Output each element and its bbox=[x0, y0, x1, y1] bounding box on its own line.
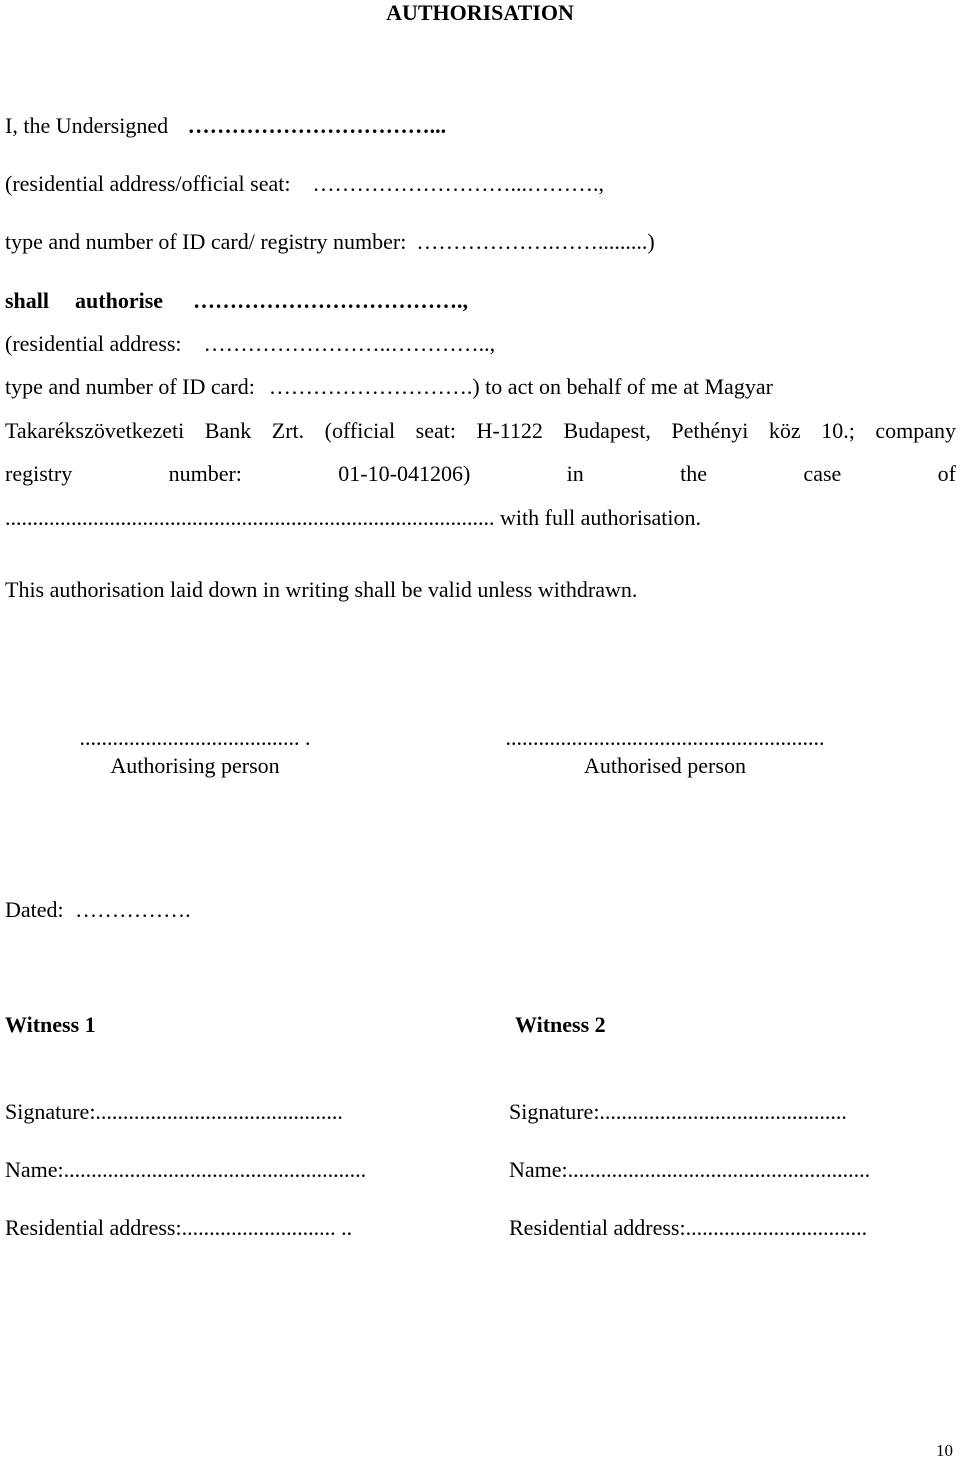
residential-seat-line bbox=[5, 173, 604, 195]
witness-2-signature: Signature:............................................. bbox=[509, 1099, 847, 1124]
residential-address-fill: ……………………..………….., bbox=[203, 331, 496, 356]
authorise-shall: shall bbox=[5, 288, 50, 313]
id-card-line bbox=[5, 376, 773, 398]
dated-fill: ……………. bbox=[75, 897, 191, 922]
full-authorisation-line: ......................................................................................... with full authorisation. bbox=[5, 505, 702, 530]
registry-case-line: registry number: 01-10-041206) in the case of bbox=[5, 461, 956, 486]
page-number: 10 bbox=[936, 1441, 953, 1460]
witness-1-address: Residential address:............................ .. bbox=[5, 1215, 353, 1240]
id-card-label: type and number of ID card: bbox=[5, 374, 255, 399]
witness-2-address: Residential address:................................. bbox=[509, 1215, 868, 1240]
dated-line bbox=[5, 899, 191, 921]
id-registry-line bbox=[5, 231, 655, 253]
validity-statement: This authorisation laid down in writing shall be valid unless withdrawn. bbox=[5, 577, 638, 602]
witness-1-name: Name:....................................................... bbox=[5, 1157, 367, 1182]
authorised-signature-line: .......................................................... bbox=[505, 725, 825, 750]
undersigned-label: I, the Undersigned bbox=[5, 113, 169, 138]
undersigned-fill: ……………………………... bbox=[187, 113, 447, 138]
id-card-fill: ………………………. bbox=[268, 374, 473, 399]
witness-2-title: Witness 2 bbox=[515, 1012, 606, 1037]
authorised-person-label: Authorised person bbox=[584, 753, 746, 778]
authorise-verb: authorise bbox=[75, 288, 164, 313]
id-registry-fill: ……………….…….........) bbox=[416, 229, 655, 254]
authorise-fill: ………………………………., bbox=[193, 288, 469, 313]
witness-1-title: Witness 1 bbox=[5, 1012, 96, 1037]
authorising-person-label: Authorising person bbox=[110, 753, 280, 778]
residential-address-line bbox=[5, 333, 495, 355]
dated-separator bbox=[64, 897, 70, 922]
undersigned-line bbox=[5, 115, 446, 137]
authorise-line bbox=[5, 290, 468, 312]
id-card-tail: ) to act on behalf of me at Magyar bbox=[472, 374, 773, 399]
residential-seat-label: (residential address/official seat: bbox=[5, 171, 291, 196]
document-title: AUTHORISATION bbox=[386, 0, 574, 25]
residential-seat-fill: ………………………...………., bbox=[312, 171, 604, 196]
id-registry-label: type and number of ID card/ registry number: bbox=[5, 229, 407, 254]
residential-address-label: (residential address: bbox=[5, 331, 182, 356]
witness-2-name: Name:....................................................... bbox=[509, 1157, 871, 1182]
dated-label: Dated: bbox=[5, 897, 64, 922]
bank-line: Takarékszövetkezeti Bank Zrt. (official seat: H-1122 Budapest, Pethényi köz 10.; company bbox=[5, 418, 956, 443]
witness-1-signature: Signature:............................................. bbox=[5, 1099, 343, 1124]
authorising-signature-line: ........................................ . bbox=[79, 725, 311, 750]
